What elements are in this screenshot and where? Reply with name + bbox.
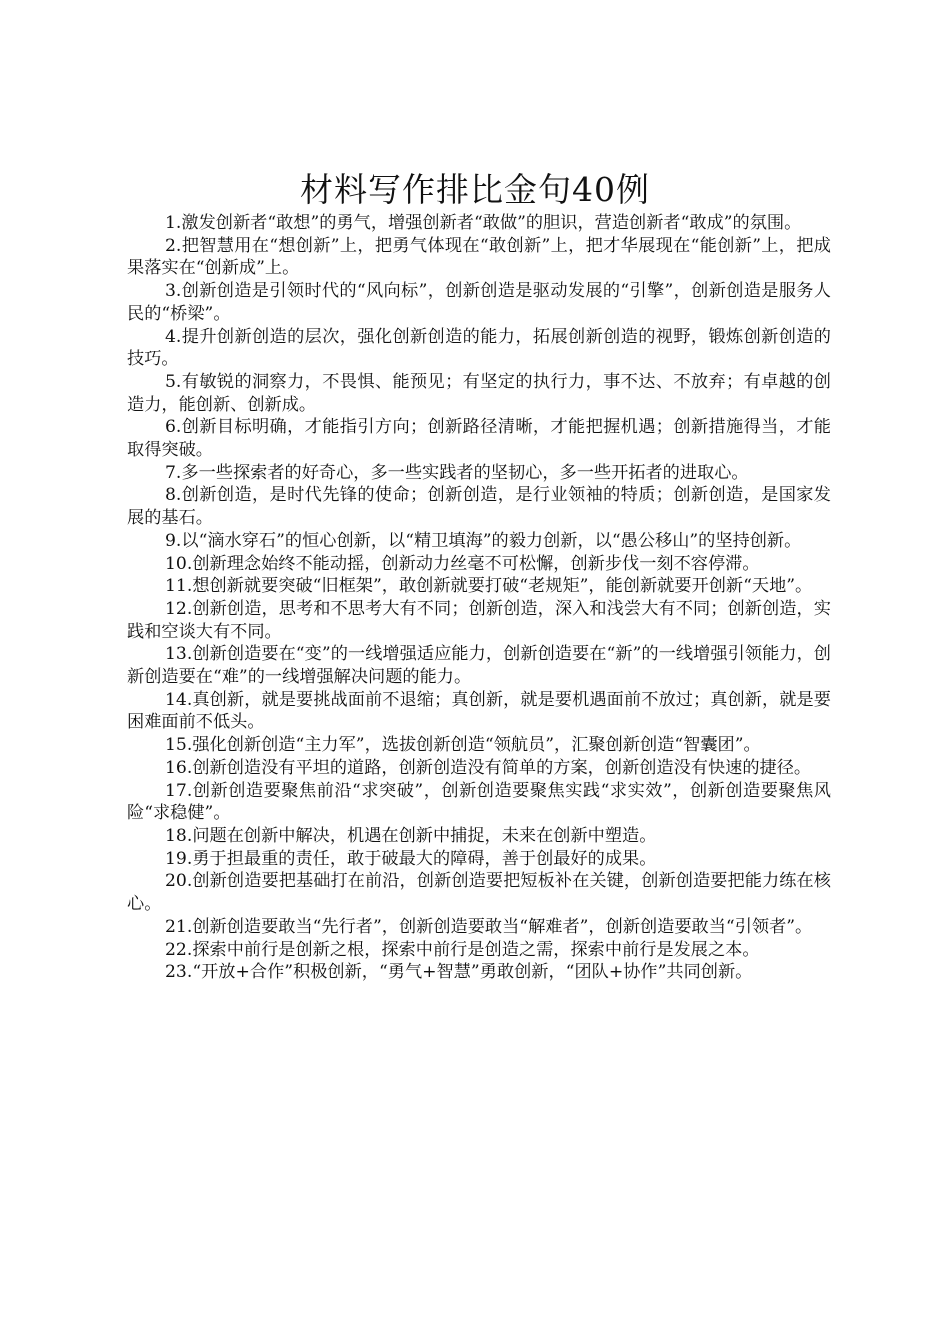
list-item: 12.创新创造，思考和不思考大有不同；创新创造，深入和浅尝大有不同；创新创造，实践和空谈大有不同。	[127, 598, 831, 642]
list-item: 5.有敏锐的洞察力，不畏惧、能预见；有坚定的执行力，事不达、不放弃；有卓越的创造力，能创新、创新成。	[127, 371, 831, 415]
list-item: 17.创新创造要聚焦前沿“求突破”，创新创造要聚焦实践“求实效”，创新创造要聚焦风险“求稳健”。	[127, 780, 831, 824]
document-body	[127, 212, 831, 984]
list-item: 10.创新理念始终不能动摇，创新动力丝毫不可松懈，创新步伐一刻不容停滞。	[165, 553, 760, 574]
list-item: 14.真创新，就是要挑战面前不退缩；真创新，就是要机遇面前不放过；真创新，就是要困难面前不低头。	[127, 689, 831, 733]
list-item: 15.强化创新创造“主力军”，选拔创新创造“领航员”，汇聚创新创造“智囊团”。	[165, 735, 761, 756]
list-item: 8.创新创造，是时代先锋的使命；创新创造，是行业领袖的特质；创新创造，是国家发展的基石。	[127, 485, 831, 529]
list-item: 7.多一些探索者的好奇心，多一些实践者的坚韧心，多一些开拓者的进取心。	[165, 462, 749, 483]
list-item: 4.提升创新创造的层次，强化创新创造的能力，拓展创新创造的视野，锻炼创新创造的技巧。	[127, 326, 831, 370]
list-item: 19.勇于担最重的责任，敢于破最大的障碍，善于创最好的成果。	[165, 848, 657, 869]
list-item: 9.以“滴水穿石”的恒心创新，以“精卫填海”的毅力创新，以“愚公移山”的坚持创新。	[165, 530, 802, 551]
list-item: 11.想创新就要突破“旧框架”，敢创新就要打破“老规矩”，能创新就要开创新“天地”。	[165, 576, 813, 597]
list-item: 13.创新创造要在“变”的一线增强适应能力，创新创造要在“新”的一线增强引领能力，创新创造要在“难”的一线增强解决问题的能力。	[127, 644, 831, 688]
list-item: 23.“开放+合作”积极创新，“勇气+智慧”勇敢创新，“团队+协作”共同创新。	[165, 962, 753, 983]
list-item: 16.创新创造没有平坦的道路，创新创造没有简单的方案，创新创造没有快速的捷径。	[165, 757, 812, 778]
list-item: 18.问题在创新中解决，机遇在创新中捕捉，未来在创新中塑造。	[165, 825, 657, 846]
page-title: 材料写作排比金句40例	[300, 170, 650, 209]
list-item: 1.激发创新者“敢想”的勇气，增强创新者“敢做”的胆识，营造创新者“敢成”的氛围。	[165, 213, 802, 233]
list-item: 21.创新创造要敢当“先行者”，创新创造要敢当“解难者”，创新创造要敢当“引领者”。	[165, 916, 813, 937]
list-item: 6.创新目标明确，才能指引方向；创新路径清晰，才能把握机遇；创新措施得当，才能取得突破。	[127, 417, 831, 461]
list-item: 20.创新创造要把基础打在前沿，创新创造要把短板补在关键，创新创造要把能力练在核心。	[127, 871, 831, 915]
list-item: 3.创新创造是引领时代的“风向标”，创新创造是驱动发展的“引擎”，创新创造是服务人民的“桥梁”。	[127, 281, 831, 324]
list-item: 22.探索中前行是创新之根，探索中前行是创造之需，探索中前行是发展之本。	[165, 939, 760, 960]
list-item: 2.把智慧用在“想创新”上，把勇气体现在“敢创新”上，把才华展现在“能创新”上，把成果落实在“创新成”上。	[127, 235, 831, 279]
